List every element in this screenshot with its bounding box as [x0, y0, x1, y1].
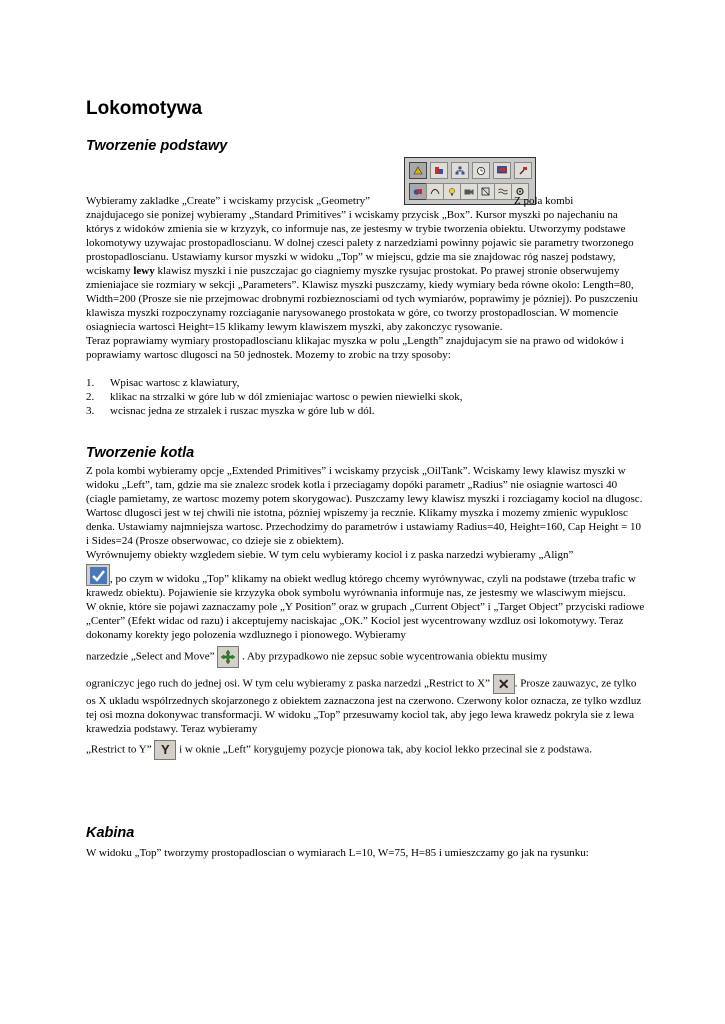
section-1-text [86, 194, 646, 362]
restrict-x-glyph: ✕ [497, 676, 510, 692]
section-heading-kabina: Kabina [86, 825, 135, 841]
list-text: Wpisac wartosc z klawiatury, [110, 377, 240, 389]
modify-tab-button[interactable] [430, 162, 448, 179]
restrict-y-glyph: Y [160, 742, 170, 757]
select-and-move-icon [220, 649, 236, 665]
modify-icon [434, 166, 444, 175]
restrict-to-x-button[interactable] [493, 674, 515, 694]
motion-tab-button[interactable] [472, 162, 490, 179]
restrict-to-y-button[interactable] [154, 740, 176, 760]
utilities-tab-button[interactable] [514, 162, 532, 179]
section-2-text [86, 464, 646, 760]
paragraph: W widoku „Top” tworzymy prostopadloscian o wymiarach L=10, W=75, H=85 i umieszczamy go jak na rysunku: [86, 847, 589, 859]
list-number: 2. [86, 391, 95, 403]
paragraph [86, 208, 646, 334]
text-run: Wybieramy zakladke „Create” i wciskamy przycisk „Geometry” [86, 195, 370, 207]
text-run: „Restrict to Y” [86, 743, 152, 756]
align-button[interactable] [86, 564, 110, 586]
paragraph: Wyrównujemy obiekty wzgledem siebie. W tym celu wybieramy kociol i z paska narzedzi wybieramy „Align” [86, 549, 574, 561]
list-item [86, 390, 646, 404]
motion-icon [476, 166, 486, 175]
text-run: narzedzie „Select and Move” [86, 650, 215, 663]
select-and-move-button[interactable] [217, 646, 239, 668]
section-heading-tworzenie-kotla: Tworzenie kotla [86, 445, 195, 461]
text-run: znajdujacego sie ponizej wybieramy „Standard Primitives” i wciskamy przycisk „Box”. Kursor myszki po najechaniu na którys z widoków zmienia sie w krzyzyk, co informuje nas, ze jestesmy w trybie tworzenia obiektu. Utworzymy podstawe lokomotywy uzywajac prostopadloscianu. W dolnej czesci palety z narzedziami powinny pojawic sie parametry tworzonego prostopadloscianu. Ustawiamy kursor myszki w widoku „Top” w miejscu, gdzie ma sie znajdowac róg naszej podstawy, wciskamy [86, 209, 634, 277]
create-tab-button[interactable] [409, 162, 427, 179]
list-item [86, 376, 646, 390]
list-text: klikac na strzalki w góre lub w dól zmieniajac wartosc o pewien niewielki skok, [110, 391, 463, 403]
section-heading-tworzenie-podstawy: Tworzenie podstawy [86, 138, 228, 154]
text-run: ograniczyc jego ruch do jednej osi. W tym celu wybieramy z paska narzedzi „Restrict to X” [86, 677, 491, 690]
bold-text: lewy [133, 265, 155, 277]
paragraph: W oknie, które sie pojawi zaznaczamy pole „Y Position” oraz w grupach „Current Object” i „Target Object” przyciski radiowe „Center” (Efekt widac od razu) i akceptujemy naciskajac „OK.” Kociol jest wycentrowany wzdluz osi lokomotywy. Teraz dokonamy korekty jego polozenia wzdluznego i pionowego. Wybieramy [86, 601, 645, 641]
display-icon [497, 166, 507, 175]
utilities-icon [518, 166, 528, 175]
text-run: i w oknie „Left” korygujemy pozycje pionowa tak, aby kociol lekko przecinal sie z podstawa. [179, 743, 593, 756]
hierarchy-tab-button[interactable] [451, 162, 469, 179]
paragraph: Z pola kombi wybieramy opcje „Extended Primitives” i wciskamy przycisk „OilTank”. Wciskamy lewy klawisz myszki w widoku „Left”, tam, gdzie ma sie znalezc srodek kotla i przeciagamy dopóki parametr „Radius” nie osiagnie wartosci 40 (ciagle pamietamy, ze wartosc mozemy potem skorygowac). Puszczamy lewy klawisz myszki i rozciagamy kociol na dlugosc. Wartosc dlugosci jest w tej chwili nie istotna, pózniej wpiszemy ja recznie. Klikamy myszka i mozemy zmienic wypuklosc denka. Ustawiamy najmniejsza wartosc. Przechodzimy do parametrów i ustawiamy Radius=40, Height=160, Cap Height = 10 i Sides=24 (Prosze obserwowac, co dzieje sie z obiektem). [86, 465, 643, 547]
text-run: . Prosze zauwazyc, ze tylko os X ukladu wspólrzednych skojarzonego z obiektem zaznaczona jest na czerwono. Czerwony kolor oznacza, ze tylko wzdluz tej osi mozna dokonywac transformacji. W widoku „Top” przesuwamy kociol tak, aby jego lewa krawedz pokryla sie z lewa krawedzia podstawy. Teraz wybieramy [86, 677, 642, 735]
display-tab-button[interactable] [493, 162, 511, 179]
paragraph [86, 194, 646, 208]
list-item [86, 404, 646, 418]
text-run: . Aby przypadkowo nie zepsuc sobie wycentrowania obiektu musimy [242, 650, 548, 663]
text-run: , po czym w widoku „Top” klikamy na obiekt wedlug którego chcemy wyrównywac, czyli na podstawe (trzeba trafic w krawedz obiektu). Pojawienie sie krzyzyka obok symbolu wyrównania informuje nas, ze jestesmy we wlasciwym miejscu. [86, 573, 636, 599]
page-title: Lokomotywa [86, 98, 203, 119]
paragraph [86, 564, 646, 600]
list-number: 1. [86, 377, 95, 389]
paragraph: Teraz poprawiamy wymiary prostopadloscianu klikajac myszka w polu „Length” znajdujacym sie na prawo od widoków i poprawiamy wartosc dlugosci na 50 jednostek. Mozemy to zrobic na trzy sposoby: [86, 335, 624, 361]
section-3-text [86, 846, 646, 860]
paragraph [86, 740, 646, 760]
hierarchy-icon [455, 166, 465, 175]
list-text: wcisnac jedna ze strzalek i ruszac myszka w góre lub w dól. [110, 405, 375, 417]
list-number: 3. [86, 405, 95, 417]
text-run: Z pola kombi [514, 195, 574, 207]
paragraph [86, 674, 646, 736]
paragraph [86, 646, 646, 668]
methods-list [86, 376, 646, 418]
text-run: klawisz myszki i nie puszczajac go ciagniemy myszke rysujac prostokat. Po prawej stronie obserwujemy zmieniajace sie rozmiary w sekcji „Parameters”. Klawisz myszki puszczamy, kiedy wymiary beda równe okolo: Length=80, Width=200 (Prosze sie nie przejmowac drobnymi rozbieznosciami od tych wymiarów, poprawimy je pózniej). Po puszczeniu klawisza myszki rozpoczynamy rozciaganie narysowanego prostokata w góre, co tworzy prostopadloscian. W momencie osiagniecia wartosci Height=15 klikamy lewym klawiszem myszki, aby zakonczyc rysowanie. [86, 265, 638, 333]
create-icon [413, 166, 423, 175]
align-icon [90, 567, 107, 584]
